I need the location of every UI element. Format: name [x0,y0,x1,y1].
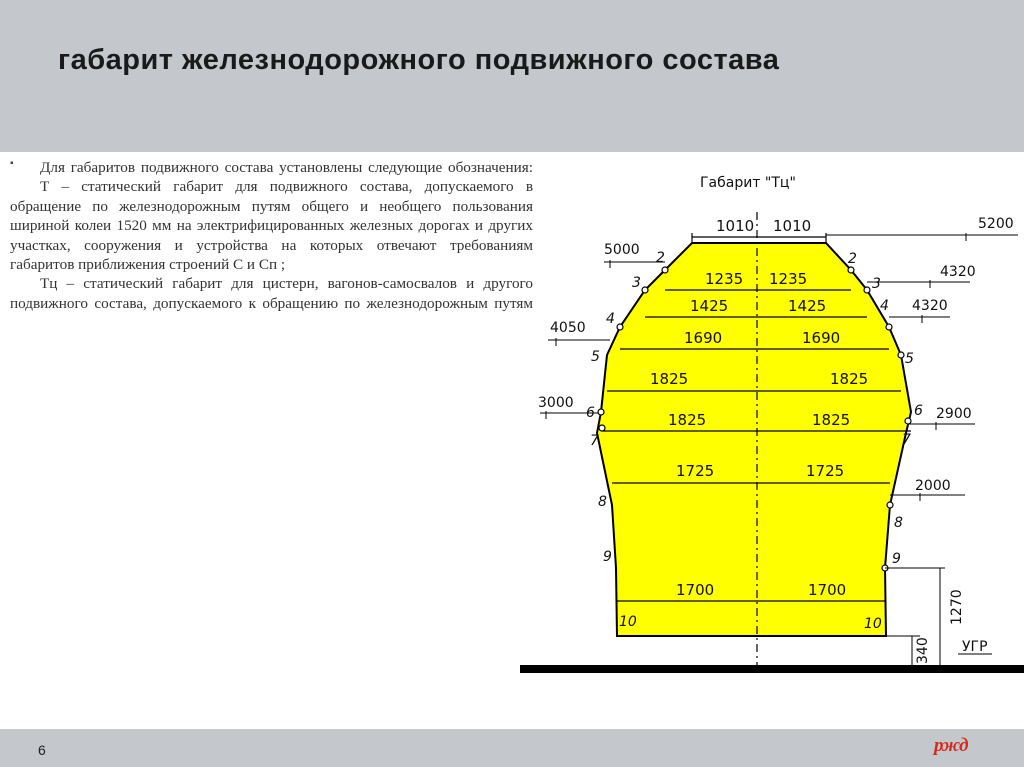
gauge-outline [597,243,911,636]
dim-label: 1725 [676,462,715,480]
point-label: 5 [905,351,914,367]
bullet-dot: ▪ [10,158,14,169]
height-label: 2900 [936,406,972,422]
height-label: 4050 [550,320,586,336]
point-label: 6 [914,403,923,419]
point-label: 10 [864,616,882,632]
point-label: 6 [586,405,595,421]
point-label: 9 [892,551,901,567]
dim-label: 1690 [684,329,723,347]
dim-label: 1825 [668,411,707,429]
height-label: 4320 [940,264,976,280]
point-label: 5 [591,349,600,365]
point-label: 3 [632,275,641,291]
height-label: 4320 [912,298,948,314]
point-label: 2 [656,250,665,266]
text-line: обращение по железнодорожным путям общего и необщего пользования [10,197,533,215]
text-line: Т – статический габарит для подвижного состава, допускаемого в [40,178,533,196]
height-label: 2000 [915,478,951,494]
dim-label: 1690 [802,329,841,347]
text-line: габаритов приближения строений С и Сп ; [10,256,286,274]
rail-level-label: УГР [962,639,988,655]
text-line: шириной колеи 1520 мм на электрифицированных железных дорогах и других [10,217,533,235]
point-label: 4 [880,298,889,314]
dim-label: 1825 [830,370,869,388]
dim-label: 1825 [650,370,689,388]
dim-label: 1235 [705,270,744,288]
point-label: 7 [590,433,599,449]
diagram-title: Габарит "Тц" [700,175,796,191]
point-label: 2 [848,251,857,267]
point-label: 4 [606,311,615,327]
body-text [10,158,533,313]
dim-label: 1700 [808,581,847,599]
height-label: 1270 [949,589,965,625]
page-title: габарит железнодорожного подвижного состава [58,44,780,76]
height-label: 5000 [604,242,640,258]
dim-label: 1725 [806,462,845,480]
gauge-diagram [515,160,1024,680]
point-label: 10 [619,614,637,630]
point-label: 3 [872,276,881,292]
text-line: подвижного состава, допускаемого к обращению по железнодорожным путям [10,294,533,312]
point-label: 8 [894,515,903,531]
ground-line [520,665,1024,673]
height-label: 5200 [978,216,1014,232]
text-line: Для габаритов подвижного состава установлены следующие обозначения: [40,159,533,176]
point-label: 8 [598,494,607,510]
page-number: 6 [38,742,46,758]
dim-label: 1235 [769,270,808,288]
height-label: 3000 [538,395,574,411]
text-line: Тц – статический габарит для цистерн, вагонов-самосвалов и другого [40,275,533,293]
dim-label: 1010 [716,217,755,235]
dim-label: 1425 [788,297,827,315]
dim-label: 1825 [812,411,851,429]
point-label: 9 [603,549,612,565]
footer-bar [0,729,1024,767]
point-label: 7 [902,432,911,448]
dim-label: 1010 [773,217,812,235]
text-line: участках, сооружения и устройства на которых отвечают требованиям [10,236,533,254]
height-label: 340 [915,637,931,664]
dim-label: 1425 [690,297,729,315]
rzd-logo: ржд [934,735,968,756]
dim-label: 1700 [676,581,715,599]
